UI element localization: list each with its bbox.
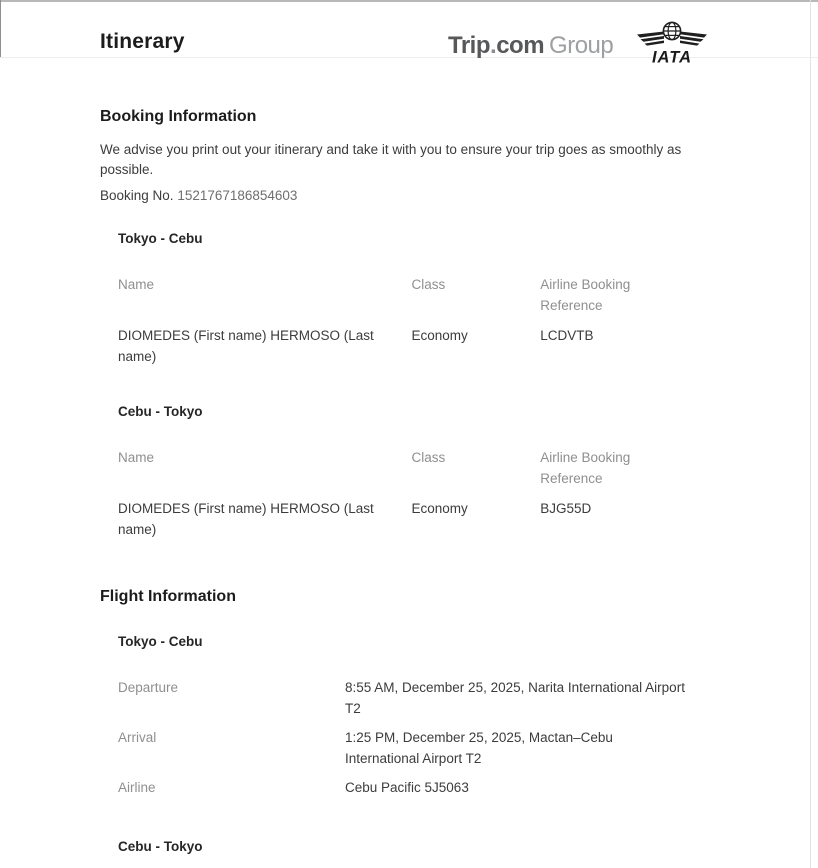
arrival-label: Arrival bbox=[118, 730, 157, 745]
booking-route-heading: Cebu - Tokyo bbox=[118, 404, 203, 419]
tripcom-logo-trip: Trip bbox=[448, 32, 491, 59]
arrival-value: 1:25 PM, December 25, 2025, Mactan–Cebu International Airport T2 bbox=[345, 730, 613, 766]
booking-route-heading: Tokyo - Cebu bbox=[118, 231, 203, 246]
class-cell: Economy bbox=[411, 328, 468, 343]
flight-information-heading: Flight Information bbox=[100, 588, 236, 605]
booking-segment-tokyo-cebu bbox=[118, 230, 690, 367]
tripcom-logo-com: com bbox=[496, 32, 545, 59]
airline-value: Cebu Pacific 5J5063 bbox=[345, 780, 469, 795]
booking-information-heading: Booking Information bbox=[100, 108, 257, 125]
passenger-name-cell: DIOMEDES (First name) HERMOSO (Last name) bbox=[118, 328, 374, 364]
booking-number-line bbox=[100, 186, 690, 206]
booking-number-value: 1521767186854603 bbox=[177, 188, 298, 203]
column-header-airline-booking-reference: Airline Booking Reference bbox=[540, 450, 631, 486]
table-row bbox=[118, 325, 690, 367]
booking-number-label: Booking No. bbox=[100, 188, 174, 203]
iata-logo-icon bbox=[636, 21, 708, 65]
tripcom-logo-group: Group bbox=[549, 32, 614, 59]
flight-details-table bbox=[118, 677, 690, 798]
passenger-name-cell: DIOMEDES (First name) HERMOSO (Last name) bbox=[118, 501, 374, 537]
flight-departure-row bbox=[118, 677, 690, 719]
booking-segment-cebu-tokyo bbox=[118, 403, 690, 540]
column-header-name: Name bbox=[118, 277, 155, 292]
page-right-edge bbox=[810, 0, 811, 868]
booking-reference-cell: LCDVTB bbox=[540, 328, 594, 343]
passenger-table bbox=[118, 447, 690, 540]
svg-text:IATA: IATA bbox=[651, 48, 693, 65]
document-header bbox=[0, 0, 818, 65]
tripcom-logo-dot: . bbox=[490, 32, 497, 59]
column-header-airline-booking-reference: Airline Booking Reference bbox=[540, 277, 631, 313]
passenger-table-header bbox=[118, 274, 690, 316]
airline-label: Airline bbox=[118, 780, 156, 795]
column-header-name: Name bbox=[118, 450, 155, 465]
tripcom-group-logo bbox=[448, 32, 613, 60]
column-header-class: Class bbox=[411, 450, 446, 465]
flight-route-heading: Tokyo - Cebu bbox=[118, 634, 203, 649]
class-cell: Economy bbox=[411, 501, 468, 516]
flight-arrival-row bbox=[118, 727, 690, 769]
flight-segment-tokyo-cebu bbox=[118, 633, 690, 798]
passenger-table bbox=[118, 274, 690, 367]
table-row bbox=[118, 498, 690, 540]
flight-route-heading: Cebu - Tokyo bbox=[118, 839, 203, 854]
departure-value: 8:55 AM, December 25, 2025, Narita International Airport T2 bbox=[345, 680, 685, 716]
booking-advice-text: We advise you print out your itinerary and take it with you to ensure your trip goes as smoothly as possible. bbox=[100, 142, 682, 177]
page-title: Itinerary bbox=[100, 30, 185, 53]
booking-reference-cell: BJG55D bbox=[540, 501, 592, 516]
departure-label: Departure bbox=[118, 680, 179, 695]
flight-segment-cebu-tokyo bbox=[118, 838, 690, 855]
passenger-table-header bbox=[118, 447, 690, 489]
column-header-class: Class bbox=[411, 277, 446, 292]
document-body bbox=[0, 107, 690, 855]
flight-airline-row bbox=[118, 777, 690, 798]
